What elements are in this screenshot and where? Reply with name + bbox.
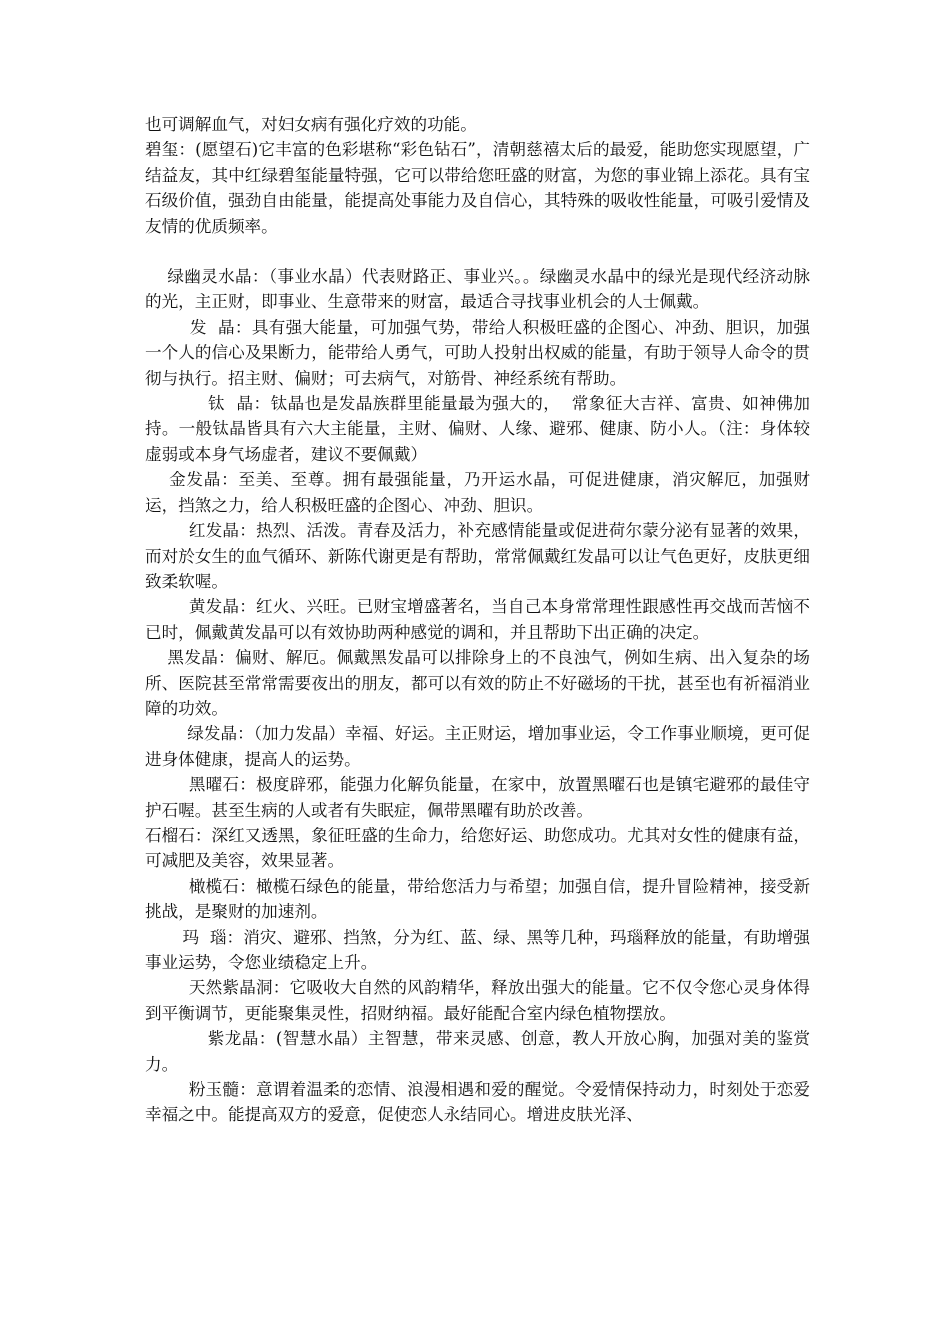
paragraph-yellow-rutile: 黄发晶：红火、兴旺。已财宝增盛著名，当自己本身常常理性跟感性再交战而苦恼不已时，佩戴黄发晶可以有效协助两种感觉的调和，并且帮助下出正确的决定。	[145, 597, 811, 642]
document-body	[145, 112, 810, 1128]
paragraph-obsidian: 黑曜石：极度辟邪，能强力化解负能量，在家中，放置黑曜石也是镇宅避邪的最佳守护石喔。甚至生病的人或者有失眠症，佩带黑曜有助於改善。	[145, 775, 811, 820]
paragraph-gap	[145, 239, 810, 264]
paragraph-blood-qi: 也可调解血气，对妇女病有强化疗效的功能。	[145, 115, 477, 134]
paragraph-black-rutile: 黑发晶：偏财、解厄。佩戴黑发晶可以排除身上的不良浊气，例如生病、出入复杂的场所、医院甚至常常需要夜出的朋友，都可以有效的防止不好磁场的干扰，甚至也有祈福消业障的功效。	[145, 648, 810, 718]
paragraph-rutilated-quartz: 发 晶：具有强大能量，可加强气势，带给人积极旺盛的企图心、冲劲、胆识，加强一个人的信心及果断力，能带给人勇气，可助人投射出权威的能量，有助于领导人命令的贯彻与执行。招主财、偏财；可去病气，对筋骨、神经系统有帮助。	[145, 317, 810, 388]
paragraph-green-rutile: 绿发晶：（加力发晶）幸福、好运。主正财运，增加事业运，令工作事业顺境，更可促进身体健康，提高人的运势。	[145, 724, 810, 769]
paragraph-tourmaline: 碧玺：(愿望石)它丰富的色彩堪称“彩色钻石”，清朝慈禧太后的最爱，能助您实现愿望，广结益友，其中红绿碧玺能量特强，它可以带给您旺盛的财富，为您的事业锦上添花。具有宝石级价值，强劲自由能量，能提高处事能力及自信心，其特殊的吸收性能量，可吸引爱情及友情的优质频率。	[145, 140, 810, 236]
paragraph-pink-chalcedony: 粉玉髓：意谓着温柔的恋情、浪漫相遇和爱的醒觉。令爱情保持动力，时刻处于恋爱幸福之中。能提高双方的爱意，促使恋人永结同心。增进皮肤光泽、	[145, 1080, 811, 1125]
paragraph-purple-dragon: 紫龙晶：(智慧水晶）主智慧，带来灵感、创意，教人开放心胸，加强对美的鉴赏力。	[145, 1029, 810, 1074]
paragraph-gold-rutile: 金发晶：至美、至尊。拥有最强能量，乃开运水晶，可促进健康，消灾解厄，加强财运，挡煞之力，给人积极旺盛的企图心、冲劲、胆识。	[145, 470, 810, 515]
paragraph-garnet: 石榴石：深红又透黑，象征旺盛的生命力，给您好运、助您成功。尤其对女性的健康有益，可减肥及美容，效果显著。	[145, 825, 810, 871]
paragraph-red-rutile: 红发晶：热烈、活泼。青春及活力，补充感情能量或促进荷尔蒙分泌有显著的效果，而对於女生的血气循环、新陈代谢更是有帮助，常常佩戴红发晶可以让气色更好，皮肤更细致柔软喔。	[145, 521, 811, 591]
paragraph-agate: 玛 瑙：消灾、避邪、挡煞，分为红、蓝、绿、黑等几种，玛瑙释放的能量，有助增强事业运势，令您业绩稳定上升。	[145, 927, 810, 972]
paragraph-amethyst-geode: 天然紫晶洞：它吸收大自然的风韵精华，释放出强大的能量。它不仅令您心灵身体得到平衡调节，更能聚集灵性，招财纳福。最好能配合室内绿色植物摆放。	[145, 978, 811, 1023]
paragraph-green-phantom: 绿幽灵水晶：（事业水晶）代表财路正、事业兴。。绿幽灵水晶中的绿光是现代经济动脉的光，主正财，即事业、生意带来的财富，最适合寻找事业机会的人士佩戴。	[145, 267, 810, 312]
paragraph-peridot: 橄榄石：橄榄石绿色的能量，带给您活力与希望；加强自信，提升冒险精神，接受新挑战，是聚财的加速剂。	[145, 876, 811, 922]
paragraph-titanium-quartz: 钛 晶：钛晶也是发晶族群里能量最为强大的， 常象征大吉祥、富贵、如神佛加持。一般钛晶皆具有六大主能量，主财、偏财、人缘、避邪、健康、防小人。（注：身体较虚弱或本身气场虚者，建议不要佩戴）	[145, 394, 810, 464]
